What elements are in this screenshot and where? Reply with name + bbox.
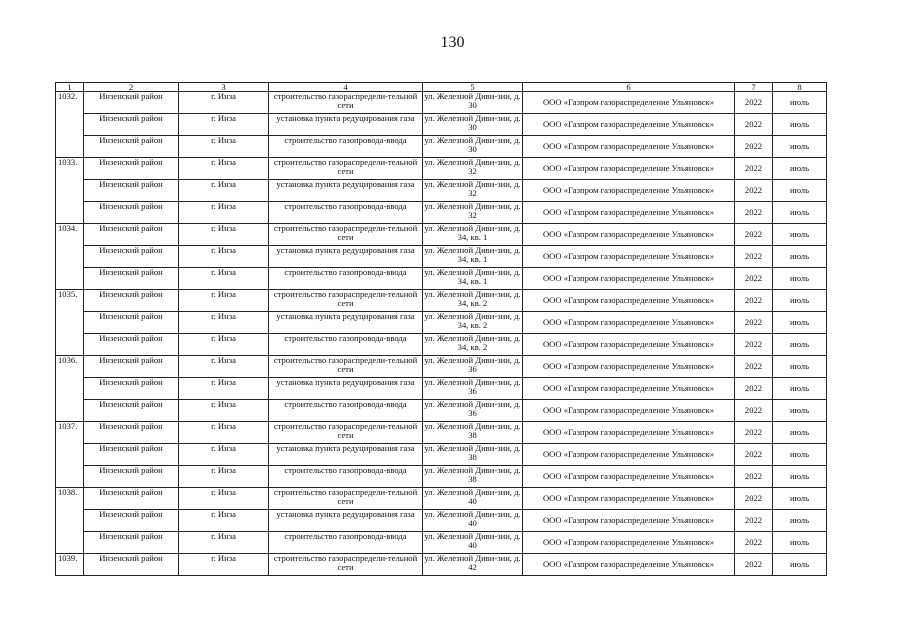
- work-cell: строительство газораспредели-тельной сети: [269, 92, 423, 114]
- header-cell: 1: [56, 83, 84, 92]
- work-cell: строительство газопровода-ввода: [269, 466, 423, 488]
- month-cell: июль: [773, 466, 827, 488]
- city-cell: г. Инза: [179, 268, 269, 290]
- address-cell: ул. Железной Диви-зии, д. 40: [423, 510, 523, 532]
- month-cell: июль: [773, 334, 827, 356]
- year-cell: 2022: [735, 554, 773, 576]
- row-number-cell: 1035.: [56, 290, 84, 356]
- district-cell: Инзенский район: [84, 334, 179, 356]
- row-number-cell: 1039.: [56, 554, 84, 576]
- table-row: [56, 136, 827, 158]
- table-row: [56, 400, 827, 422]
- address-cell: ул. Железной Диви-зии, д. 34, кв. 2: [423, 290, 523, 312]
- month-cell: июль: [773, 532, 827, 554]
- month-cell: июль: [773, 158, 827, 180]
- month-cell: июль: [773, 356, 827, 378]
- org-cell: ООО «Газпром газораспределение Ульяновск»: [523, 400, 735, 422]
- address-cell: ул. Железной Диви-зии, д. 38: [423, 466, 523, 488]
- work-cell: установка пункта редуцирования газа: [269, 444, 423, 466]
- address-cell: ул. Железной Диви-зии, д. 40: [423, 532, 523, 554]
- work-cell: строительство газопровода-ввода: [269, 202, 423, 224]
- month-cell: июль: [773, 444, 827, 466]
- month-cell: июль: [773, 422, 827, 444]
- table-row: [56, 246, 827, 268]
- district-cell: Инзенский район: [84, 92, 179, 114]
- city-cell: г. Инза: [179, 378, 269, 400]
- header-cell: 4: [269, 83, 423, 92]
- org-cell: ООО «Газпром газораспределение Ульяновск»: [523, 532, 735, 554]
- org-cell: ООО «Газпром газораспределение Ульяновск»: [523, 356, 735, 378]
- row-number-cell: 1037.: [56, 422, 84, 488]
- month-cell: июль: [773, 312, 827, 334]
- month-cell: июль: [773, 202, 827, 224]
- district-cell: Инзенский район: [84, 488, 179, 510]
- table-row: [56, 488, 827, 510]
- work-cell: строительство газораспредели-тельной сети: [269, 290, 423, 312]
- work-cell: установка пункта редуцирования газа: [269, 114, 423, 136]
- table-row: [56, 268, 827, 290]
- district-cell: Инзенский район: [84, 532, 179, 554]
- year-cell: 2022: [735, 422, 773, 444]
- header-cell: 6: [523, 83, 735, 92]
- address-cell: ул. Железной Диви-зии, д. 30: [423, 92, 523, 114]
- year-cell: 2022: [735, 444, 773, 466]
- city-cell: г. Инза: [179, 246, 269, 268]
- address-cell: ул. Железной Диви-зии, д. 38: [423, 444, 523, 466]
- year-cell: 2022: [735, 400, 773, 422]
- city-cell: г. Инза: [179, 488, 269, 510]
- work-cell: установка пункта редуцирования газа: [269, 312, 423, 334]
- city-cell: г. Инза: [179, 136, 269, 158]
- work-cell: строительство газопровода-ввода: [269, 532, 423, 554]
- district-cell: Инзенский район: [84, 158, 179, 180]
- month-cell: июль: [773, 378, 827, 400]
- org-cell: ООО «Газпром газораспределение Ульяновск»: [523, 378, 735, 400]
- row-number-cell: 1038.: [56, 488, 84, 554]
- org-cell: ООО «Газпром газораспределение Ульяновск»: [523, 554, 735, 576]
- work-cell: установка пункта редуцирования газа: [269, 180, 423, 202]
- district-cell: Инзенский район: [84, 136, 179, 158]
- header-row: [56, 83, 827, 92]
- city-cell: г. Инза: [179, 356, 269, 378]
- works-table: [55, 82, 827, 576]
- work-cell: строительство газораспредели-тельной сети: [269, 422, 423, 444]
- table-row: [56, 224, 827, 246]
- org-cell: ООО «Газпром газораспределение Ульяновск»: [523, 246, 735, 268]
- table-row: [56, 422, 827, 444]
- year-cell: 2022: [735, 532, 773, 554]
- org-cell: ООО «Газпром газораспределение Ульяновск»: [523, 136, 735, 158]
- org-cell: ООО «Газпром газораспределение Ульяновск»: [523, 510, 735, 532]
- month-cell: июль: [773, 400, 827, 422]
- city-cell: г. Инза: [179, 290, 269, 312]
- org-cell: ООО «Газпром газораспределение Ульяновск»: [523, 224, 735, 246]
- header-cell: 5: [423, 83, 523, 92]
- district-cell: Инзенский район: [84, 400, 179, 422]
- city-cell: г. Инза: [179, 400, 269, 422]
- org-cell: ООО «Газпром газораспределение Ульяновск»: [523, 334, 735, 356]
- district-cell: Инзенский район: [84, 246, 179, 268]
- year-cell: 2022: [735, 180, 773, 202]
- district-cell: Инзенский район: [84, 114, 179, 136]
- year-cell: 2022: [735, 224, 773, 246]
- table-row: [56, 290, 827, 312]
- city-cell: г. Инза: [179, 422, 269, 444]
- district-cell: Инзенский район: [84, 466, 179, 488]
- table-row: [56, 334, 827, 356]
- city-cell: г. Инза: [179, 444, 269, 466]
- year-cell: 2022: [735, 268, 773, 290]
- district-cell: Инзенский район: [84, 268, 179, 290]
- city-cell: г. Инза: [179, 202, 269, 224]
- district-cell: Инзенский район: [84, 444, 179, 466]
- district-cell: Инзенский район: [84, 312, 179, 334]
- address-cell: ул. Железной Диви-зии, д. 34, кв. 1: [423, 268, 523, 290]
- work-cell: установка пункта редуцирования газа: [269, 246, 423, 268]
- work-cell: строительство газораспредели-тельной сети: [269, 224, 423, 246]
- year-cell: 2022: [735, 312, 773, 334]
- district-cell: Инзенский район: [84, 180, 179, 202]
- address-cell: ул. Железной Диви-зии, д. 38: [423, 422, 523, 444]
- address-cell: ул. Железной Диви-зии, д. 36: [423, 378, 523, 400]
- district-cell: Инзенский район: [84, 356, 179, 378]
- district-cell: Инзенский район: [84, 224, 179, 246]
- table-row: [56, 356, 827, 378]
- work-cell: установка пункта редуцирования газа: [269, 510, 423, 532]
- table-row: [56, 532, 827, 554]
- address-cell: ул. Железной Диви-зии, д. 30: [423, 136, 523, 158]
- row-number-cell: 1033.: [56, 158, 84, 224]
- org-cell: ООО «Газпром газораспределение Ульяновск»: [523, 312, 735, 334]
- work-cell: строительство газораспредели-тельной сети: [269, 554, 423, 576]
- org-cell: ООО «Газпром газораспределение Ульяновск»: [523, 202, 735, 224]
- row-number-cell: 1034.: [56, 224, 84, 290]
- city-cell: г. Инза: [179, 224, 269, 246]
- city-cell: г. Инза: [179, 554, 269, 576]
- address-cell: ул. Железной Диви-зии, д. 32: [423, 202, 523, 224]
- year-cell: 2022: [735, 114, 773, 136]
- month-cell: июль: [773, 180, 827, 202]
- address-cell: ул. Железной Диви-зии, д. 42: [423, 554, 523, 576]
- address-cell: ул. Железной Диви-зии, д. 30: [423, 114, 523, 136]
- org-cell: ООО «Газпром газораспределение Ульяновск»: [523, 466, 735, 488]
- year-cell: 2022: [735, 378, 773, 400]
- work-cell: строительство газопровода-ввода: [269, 334, 423, 356]
- header-cell: 7: [735, 83, 773, 92]
- work-cell: строительство газопровода-ввода: [269, 136, 423, 158]
- page-number: 130: [440, 34, 465, 51]
- org-cell: ООО «Газпром газораспределение Ульяновск»: [523, 158, 735, 180]
- city-cell: г. Инза: [179, 180, 269, 202]
- city-cell: г. Инза: [179, 466, 269, 488]
- table-row: [56, 92, 827, 114]
- district-cell: Инзенский район: [84, 510, 179, 532]
- row-number-cell: 1032.: [56, 92, 84, 158]
- month-cell: июль: [773, 488, 827, 510]
- district-cell: Инзенский район: [84, 202, 179, 224]
- month-cell: июль: [773, 246, 827, 268]
- table-row: [56, 202, 827, 224]
- work-cell: строительство газораспредели-тельной сети: [269, 158, 423, 180]
- city-cell: г. Инза: [179, 92, 269, 114]
- year-cell: 2022: [735, 488, 773, 510]
- month-cell: июль: [773, 224, 827, 246]
- year-cell: 2022: [735, 290, 773, 312]
- table-row: [56, 378, 827, 400]
- year-cell: 2022: [735, 136, 773, 158]
- org-cell: ООО «Газпром газораспределение Ульяновск»: [523, 92, 735, 114]
- work-cell: установка пункта редуцирования газа: [269, 378, 423, 400]
- header-cell: 3: [179, 83, 269, 92]
- address-cell: ул. Железной Диви-зии, д. 32: [423, 158, 523, 180]
- month-cell: июль: [773, 114, 827, 136]
- year-cell: 2022: [735, 356, 773, 378]
- table-row: [56, 510, 827, 532]
- work-cell: строительство газораспредели-тельной сети: [269, 488, 423, 510]
- month-cell: июль: [773, 136, 827, 158]
- year-cell: 2022: [735, 158, 773, 180]
- year-cell: 2022: [735, 334, 773, 356]
- header-cell: 8: [773, 83, 827, 92]
- table-row: [56, 114, 827, 136]
- org-cell: ООО «Газпром газораспределение Ульяновск»: [523, 444, 735, 466]
- year-cell: 2022: [735, 92, 773, 114]
- table-row: [56, 554, 827, 576]
- address-cell: ул. Железной Диви-зии, д. 34, кв. 1: [423, 224, 523, 246]
- address-cell: ул. Железной Диви-зии, д. 34, кв. 2: [423, 334, 523, 356]
- year-cell: 2022: [735, 202, 773, 224]
- table-row: [56, 158, 827, 180]
- org-cell: ООО «Газпром газораспределение Ульяновск»: [523, 268, 735, 290]
- city-cell: г. Инза: [179, 158, 269, 180]
- org-cell: ООО «Газпром газораспределение Ульяновск»: [523, 290, 735, 312]
- header-cell: 2: [84, 83, 179, 92]
- row-number-cell: 1036.: [56, 356, 84, 422]
- city-cell: г. Инза: [179, 312, 269, 334]
- month-cell: июль: [773, 268, 827, 290]
- table-row: [56, 312, 827, 334]
- year-cell: 2022: [735, 510, 773, 532]
- year-cell: 2022: [735, 246, 773, 268]
- month-cell: июль: [773, 290, 827, 312]
- org-cell: ООО «Газпром газораспределение Ульяновск»: [523, 488, 735, 510]
- work-cell: строительство газопровода-ввода: [269, 268, 423, 290]
- work-cell: строительство газопровода-ввода: [269, 400, 423, 422]
- district-cell: Инзенский район: [84, 422, 179, 444]
- city-cell: г. Инза: [179, 334, 269, 356]
- city-cell: г. Инза: [179, 114, 269, 136]
- address-cell: ул. Железной Диви-зии, д. 40: [423, 488, 523, 510]
- district-cell: Инзенский район: [84, 290, 179, 312]
- month-cell: июль: [773, 554, 827, 576]
- table-row: [56, 466, 827, 488]
- address-cell: ул. Железной Диви-зии, д. 36: [423, 400, 523, 422]
- org-cell: ООО «Газпром газораспределение Ульяновск»: [523, 114, 735, 136]
- org-cell: ООО «Газпром газораспределение Ульяновск»: [523, 422, 735, 444]
- table-row: [56, 444, 827, 466]
- table-row: [56, 180, 827, 202]
- address-cell: ул. Железной Диви-зии, д. 34, кв. 1: [423, 246, 523, 268]
- district-cell: Инзенский район: [84, 554, 179, 576]
- org-cell: ООО «Газпром газораспределение Ульяновск»: [523, 180, 735, 202]
- work-cell: строительство газораспредели-тельной сети: [269, 356, 423, 378]
- address-cell: ул. Железной Диви-зии, д. 34, кв. 2: [423, 312, 523, 334]
- city-cell: г. Инза: [179, 532, 269, 554]
- year-cell: 2022: [735, 466, 773, 488]
- address-cell: ул. Железной Диви-зии, д. 32: [423, 180, 523, 202]
- district-cell: Инзенский район: [84, 378, 179, 400]
- month-cell: июль: [773, 92, 827, 114]
- city-cell: г. Инза: [179, 510, 269, 532]
- address-cell: ул. Железной Диви-зии, д. 36: [423, 356, 523, 378]
- month-cell: июль: [773, 510, 827, 532]
